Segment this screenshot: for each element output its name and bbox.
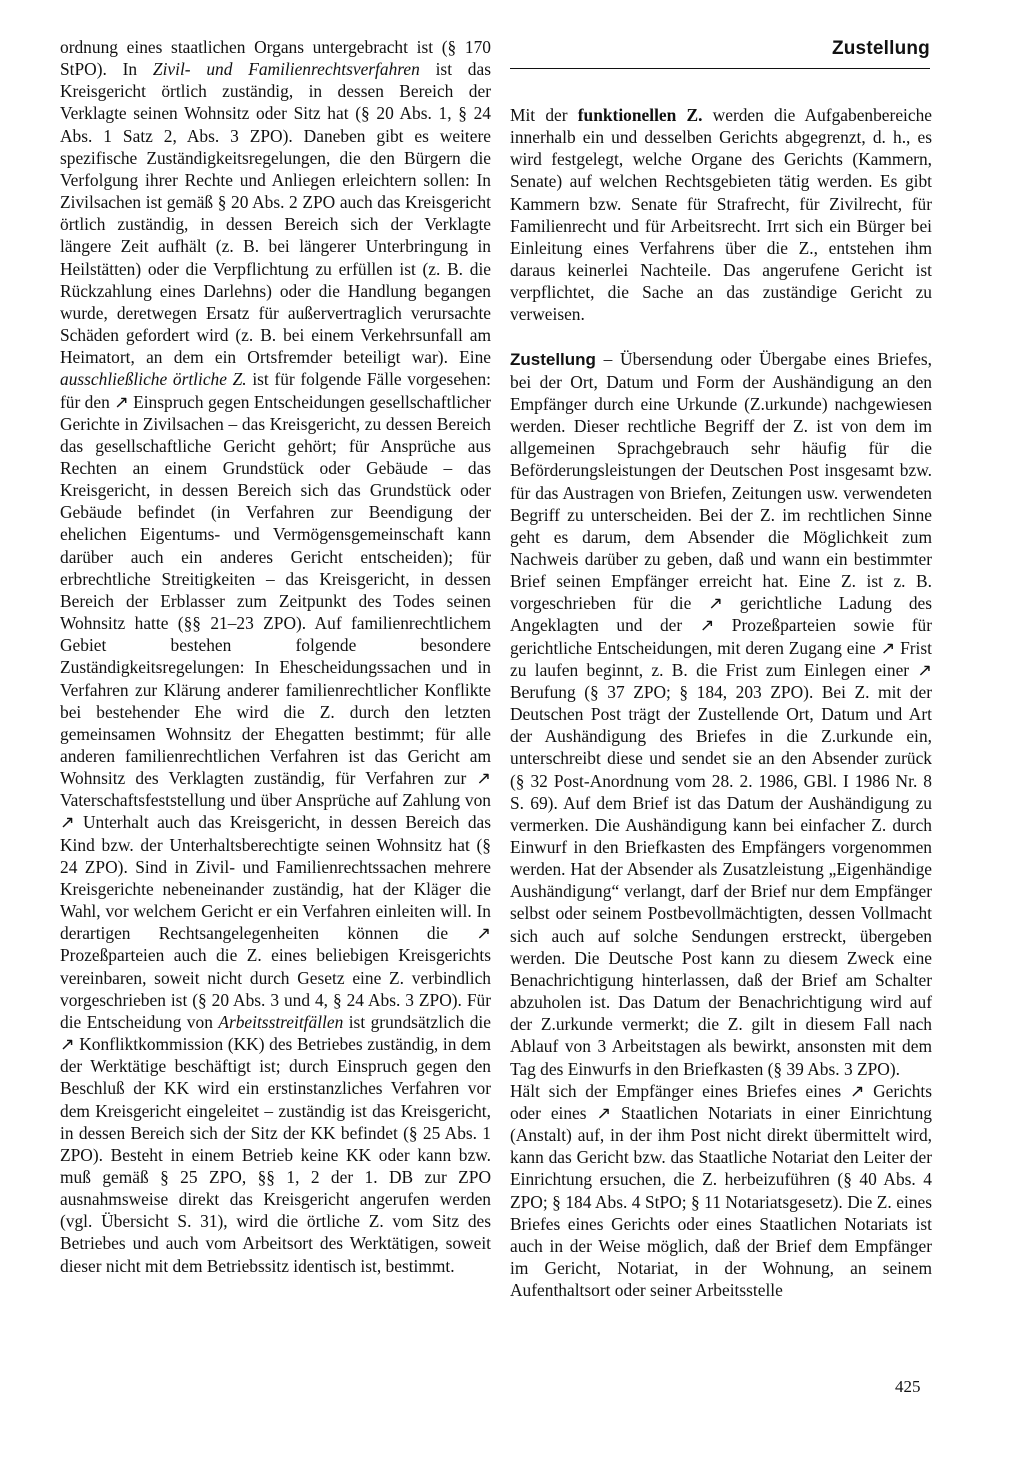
- text-run: ordnung eines staatlichen Organs untergebracht ist (§ 170 StPO). In: [60, 37, 491, 80]
- paragraph: [60, 36, 491, 1277]
- paragraph: [510, 104, 932, 326]
- paragraph: [510, 1080, 932, 1302]
- italic-run: Arbeitsstreitfällen: [218, 1011, 344, 1032]
- text-run: ist für folgende Fälle vorgesehen: für den ↗ Einspruch gegen Entscheidungen gesellschaftlicher Gerichte in Zivilsachen – das Kreisgericht, zu dessen Bereich das gesellschaftliche Gericht gehört; für Ansprüche aus Rechten an einem Grundstück oder Gebäude – das Kreisgericht, in dessen Bereich sich das Grundstück oder Gebäude befindet (in Verfahren zur Beendigung der ehelichen Eigentums- und Vermögensgemeinschaft kann darüber auch ein anderes Gericht entscheiden); für erbrechtliche Streitigkeiten – das Kreisgericht, in dessen Bereich der Erblasser zum Zeitpunkt des Todes seinen Wohnsitz hatte (§§ 21–23 ZPO). Auf familienrechtlichem Gebiet bestehen folgende besondere Zuständigkeitsregelungen: In Ehescheidungssachen und in Verfahren zur Klärung anderer familienrechtlicher Konflikte bei bestehender Ehe wird die Z. durch den letzten gemeinsamen Wohnsitz der Ehegatten bestimmt; für alle anderen familienrechtlichen Verfahren ist das Gericht am Wohnsitz des Verklagten zuständig, für Verfahren zur ↗ Vaterschaftsfeststellung und über Ansprüche auf Zahlung von ↗ Unterhalt auch das Kreisgericht, in dessen Bereich das Kind bzw. der Unterhaltsberechtigte seinen Wohnsitz hat (§ 24 ZPO). Sind in Zivil- und Familienrechtssachen mehrere Kreisgerichte nebeneinander zuständig, hat der Kläger die Wahl, vor welchem Gericht er ein Verfahren einleiten will. In derartigen Rechtsangelegenheiten können die ↗ Prozeßparteien auch die Z. eines beliebigen Kreisgerichts vereinbaren, soweit nicht durch Gesetz eine Z. verbindlich vorgeschrieben ist (§ 20 Abs. 3 und 4, § 24 Abs. 3 ZPO). Für die Entscheidung von: [60, 369, 491, 1032]
- text-run: Hält sich der Empfänger eines Briefes eines ↗ Gerichts oder eines ↗ Staatlichen Notariats in einer Einrichtung (Anstalt) auf, in der ihm Post nicht direkt übermittelt wird, kann das Gericht bzw. das Staatliche Notariat den Leiter der Einrichtung ersuchen, die Z. herbeizuführen (§ 40 Abs. 4 ZPO; § 184 Abs. 4 StPO; § 11 Notariatsgesetz). Die Z. eines Briefes eines Gerichts oder eines Staatlichen Notariats ist auch in der Weise möglich, daß der Brief dem Empfänger im Gericht, Notariat, in der Wohnung, an seinem Aufenthaltsort oder seiner Arbeitsstelle: [510, 1080, 932, 1301]
- running-head: Zustellung: [831, 38, 930, 59]
- italic-run: ausschließliche örtliche Z.: [60, 369, 247, 390]
- paragraph-gap: [510, 326, 932, 348]
- entry-headword: Zustellung: [510, 349, 596, 369]
- text-run: werden die Aufgabenbereiche innerhalb ein und desselben Gerichts abgegrenzt, d. h., es wird festgelegt, welche Organe des Gerichts (Kammern, Senate) auf welchen Rechtsgebieten tätig werden. Es gibt Kammern bzw. Senate für Strafrecht, für Zivilrecht, für Familienrecht und für Arbeitsrecht. Irrt sich ein Bürger bei Einleitung eines Verfahrens über die Z., entstehen ihm daraus keinerlei Nachteile. Das angerufene Gericht ist verpflichtet, die Sache an das zuständige Gericht zu verweisen.: [510, 105, 932, 325]
- left-column: [60, 36, 491, 1277]
- header-rule: [510, 68, 930, 69]
- page-number: 425: [895, 1377, 921, 1396]
- right-column: [510, 104, 932, 1301]
- text-run: Mit der: [510, 105, 578, 125]
- entry-zustellung: [510, 348, 932, 1080]
- text-run: ist das Kreisgericht örtlich zuständig, in dessen Bereich der Verklagte seinen Wohnsitz oder Sitz hat (§ 20 Abs. 1, § 24 Abs. 1 Satz 2, Abs. 3 ZPO). Daneben gibt es weitere spezifische Zuständigkeitsregelungen, die den Bürgern die Verfolgung ihrer Rechte und Anliegen erleichtern sollen: In Zivilsachen ist gemäß § 20 Abs. 2 ZPO auch das Kreisgericht örtlich zuständig, in dessen Bereich sich der Verklagte längere Zeit aufhält (z. B. bei längerer Unterbringung in Heilstätten) oder die Verpflichtung zu erfüllen ist (z. B. die Rückzahlung eines Darlehns) oder die Handlung begangen wurde, deretwegen Ersatz für außervertraglich verursachte Schäden gefordert wird (z. B. bei einem Verkehrsunfall am Heimatort, an dem ein Ortsfremder beteiligt war). Eine: [60, 59, 491, 368]
- text-run: ist grundsätzlich die ↗ Konfliktkommission (KK) des Betriebes zuständig, in dem der Werktätige beschäftigt ist; durch Einspruch gegen den Beschluß der KK wird ein erstinstanzliches Verfahren vor dem Kreisgericht eingeleitet – zuständig ist das Kreisgericht, in dessen Bereich sich der Sitz der KK befindet (§ 25 Abs. 1 ZPO). Besteht in einem Betrieb keine KK oder kann bzw. muß gemäß § 25 ZPO, §§ 1, 2 der 1. DB zur ZPO ausnahmsweise direkt das Kreisgericht angerufen werden (vgl. Übersicht S. 31), wird die örtliche Z. vom Sitz des Betriebes und auch vom Arbeitsort des Werktätigen, soweit dieser nicht mit dem Betriebssitz identisch ist, bestimmt.: [60, 1011, 491, 1276]
- text-run: – Übersendung oder Übergabe eines Briefes, bei der Ort, Datum und Form der Aushändigung an den Empfänger durch eine Urkunde (Z.urkunde) nachgewiesen werden. Dieser rechtliche Begriff der Z. ist von dem im allgemeinen Sprachgebrauch sehr häufig für die Beförderungsleistungen der Deutschen Post insgesamt bzw. für das Austragen von Briefen, Zeitungen usw. verwendeten Begriff zu unterscheiden. Bei der Z. im rechtlichen Sinne geht es darum, dem Absender die Möglichkeit zum Nachweis darüber zu geben, daß und wann ein bestimmter Brief seinen Empfänger erreicht hat. Eine Z. ist z. B. vorgeschrieben für die ↗ gerichtliche Ladung des Angeklagten und der ↗ Prozeßparteien sowie für gerichtliche Entscheidungen, mit deren Zugang eine ↗ Frist zu laufen beginnt, z. B. die Frist zum Einlegen einer ↗ Berufung (§ 37 ZPO; § 184, 203 ZPO). Bei Z. mit der Deutschen Post trägt der Zustellende Ort, Datum und Art der Aushändigung des Briefes in die Z.urkunde ein, unterschreibt diese und sendet sie an den Absender zurück (§ 32 Post-Anordnung vom 28. 2. 1986, GBl. I 1986 Nr. 8 S. 69). Auf dem Brief ist das Datum der Aushändigung zu vermerken. Die Aushändigung kann bei einfacher Z. durch Einwurf in den Briefkasten des Empfängers vorgenommen werden. Hat der Absender als Zusatzleistung „Eigenhändige Aushändigung“ verlangt, darf der Brief nur dem Empfänger selbst oder seinem Postbevollmächtigten, dessen Vollmacht sich auch auf solche Sendungen erstreckt, übergeben werden. Die Deutsche Post kann zu diesem Zweck eine Benachrichtigung hinterlassen, daß der Brief am Schalter abzuholen ist. Das Datum der Benachrichtigung wird auf der Z.urkunde vermerkt; die Z. gilt in diesem Fall nach Ablauf von 3 Arbeitstagen als bewirkt, ansonsten mit dem Tag des Einwurfs in den Briefkasten (§ 39 Abs. 3 ZPO).: [510, 348, 932, 1079]
- italic-run: Zivil- und Familienrechtsverfahren: [152, 59, 420, 80]
- bold-run: funktionellen Z.: [577, 105, 703, 125]
